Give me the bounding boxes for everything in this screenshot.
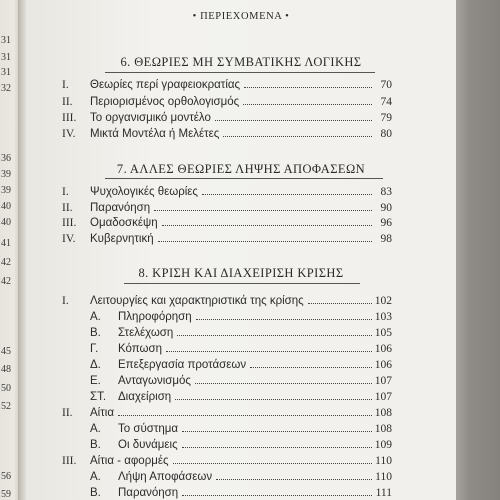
- toc-subentry: [62, 388, 392, 403]
- left-page-number: 50: [1, 383, 11, 394]
- leader-dots: [175, 399, 372, 400]
- entry-number: I.: [62, 79, 69, 91]
- entry-title: Επεξεργασία προτάσεων: [118, 359, 247, 371]
- entry-title: Οι δυνάμεις: [118, 439, 178, 451]
- toc-entry: [62, 125, 392, 140]
- entry-letter: Α.: [90, 471, 101, 483]
- left-page-number: 36: [1, 153, 11, 164]
- entry-number: IV.: [62, 233, 76, 245]
- toc-subentry: [62, 468, 392, 483]
- toc-entry: [62, 230, 392, 245]
- entry-number: III.: [62, 112, 77, 124]
- entry-letter: Ε.: [90, 375, 101, 387]
- left-page-number: 52: [1, 401, 11, 412]
- entry-letter: Α.: [90, 423, 101, 435]
- left-page-number: 32: [1, 83, 11, 94]
- entry-page: 105: [374, 327, 392, 339]
- toc-entry: [62, 214, 392, 229]
- toc-entry: [62, 109, 392, 124]
- left-page-number: 31: [1, 35, 11, 46]
- entry-title: Αίτια - αφορμές: [90, 455, 169, 467]
- leader-dots: [166, 351, 372, 352]
- entry-page: 98: [380, 233, 392, 245]
- entry-title: Περιορισμένος ορθολογισμός: [90, 96, 240, 108]
- leader-dots: [202, 194, 372, 195]
- leader-dots: [154, 210, 372, 211]
- toc-entry: [62, 76, 392, 91]
- section-title: 6. ΘΕΩΡΙΕΣ ΜΗ ΣΥΜΒΑΤΙΚΗΣ ΛΟΓΙΚΗΣ: [120, 55, 362, 69]
- left-page-number: 42: [1, 276, 11, 287]
- left-page-number: 42: [1, 257, 11, 268]
- leader-dots: [223, 136, 372, 137]
- leader-dots: [182, 447, 372, 448]
- toc-subentry: [62, 340, 392, 355]
- entry-title: Παρανόηση: [90, 202, 151, 214]
- entry-page: 90: [380, 202, 392, 214]
- entry-title: Μικτά Μοντέλα ή Μελέτες: [90, 128, 220, 140]
- background-surface: [456, 0, 500, 500]
- leader-dots: [308, 303, 372, 304]
- leader-dots: [158, 241, 372, 242]
- running-header: • ΠΕΡΙΕΧΟΜΕΝΑ •: [192, 11, 290, 22]
- entry-page: 109: [374, 439, 392, 451]
- entry-title: Διαχείριση: [118, 391, 172, 403]
- toc-entry: [62, 452, 392, 467]
- entry-title: Ομαδοσκέψη: [90, 217, 158, 229]
- leader-dots: [196, 319, 372, 320]
- section-rule: [124, 283, 360, 284]
- entry-number: III.: [62, 455, 77, 467]
- entry-page: 103: [374, 311, 392, 323]
- leader-dots: [215, 120, 372, 121]
- toc-entry: [62, 292, 392, 307]
- leader-dots: [182, 431, 372, 432]
- left-page-number: 45: [1, 346, 11, 357]
- entry-title: Πληροφόρηση: [118, 311, 192, 323]
- entry-title: Παρανόηση: [118, 487, 179, 499]
- left-page-number: 56: [1, 471, 11, 482]
- section-rule: [105, 72, 375, 73]
- left-page-number: 39: [1, 169, 11, 180]
- entry-number: IV.: [62, 128, 76, 140]
- toc-entry: [62, 404, 392, 419]
- leader-dots: [173, 463, 372, 464]
- toc-subentry: [62, 372, 392, 387]
- entry-number: III.: [62, 217, 77, 229]
- toc-entry: [62, 199, 392, 214]
- section-title: 8. ΚΡΙΣΗ ΚΑΙ ΔΙΑΧΕΙΡΙΣΗ ΚΡΙΣΗΣ: [138, 266, 344, 280]
- left-page-number: 48: [1, 364, 11, 375]
- entry-page: 107: [374, 391, 392, 403]
- left-page-number: 39: [1, 185, 11, 196]
- left-page-number: 40: [1, 217, 11, 228]
- entry-page: 96: [380, 217, 392, 229]
- left-page-number: 31: [1, 52, 11, 63]
- entry-page: 74: [380, 96, 392, 108]
- entry-page: 80: [380, 128, 392, 140]
- entry-title: Στελέχωση: [118, 327, 174, 339]
- toc-subentry: [62, 420, 392, 435]
- entry-page: 102: [374, 295, 392, 307]
- left-page-number: 31: [1, 67, 11, 78]
- leader-dots: [182, 495, 372, 496]
- toc-entry: [62, 93, 392, 108]
- toc-entry: [62, 183, 392, 198]
- entry-letter: Β.: [90, 327, 101, 339]
- leader-dots: [244, 87, 372, 88]
- toc-subentry: [62, 324, 392, 339]
- entry-letter: Γ.: [90, 343, 99, 355]
- entry-title: Κόπωση: [118, 343, 163, 355]
- leader-dots: [162, 225, 372, 226]
- left-page-number: 40: [1, 201, 11, 212]
- entry-title: Το σύστημα: [118, 423, 179, 435]
- entry-title: Αίτια: [90, 407, 114, 419]
- entry-letter: Β.: [90, 487, 101, 499]
- entry-letter: Α.: [90, 311, 101, 323]
- entry-page: 83: [380, 186, 392, 198]
- toc-subentry: [62, 436, 392, 451]
- section-rule: [105, 178, 383, 179]
- leader-dots: [118, 415, 372, 416]
- entry-number: I.: [62, 295, 69, 307]
- leader-dots: [250, 367, 372, 368]
- entry-title: Ψυχολογικές θεωρίες: [90, 186, 198, 198]
- left-page-number: 41: [1, 238, 11, 249]
- entry-number: I.: [62, 186, 69, 198]
- entry-title: Λειτουργίες και χαρακτηριστικά της κρίσης: [90, 295, 304, 307]
- entry-page: 108: [374, 407, 392, 419]
- toc-subentry: [62, 308, 392, 323]
- left-page-number: 59: [1, 489, 11, 500]
- entry-title: Κυβερνητική: [90, 233, 154, 245]
- entry-page: 79: [380, 112, 392, 124]
- toc-subentry: [62, 356, 392, 371]
- entry-page: 108: [374, 423, 392, 435]
- entry-number: II.: [62, 407, 73, 419]
- entry-letter: Β.: [90, 439, 101, 451]
- entry-title: Θεωρίες περί γραφειοκρατίας: [90, 79, 241, 91]
- entry-number: II.: [62, 202, 73, 214]
- entry-letter: Δ.: [90, 359, 101, 371]
- entry-letter: ΣΤ.: [90, 391, 107, 403]
- section-title: 7. ΑΛΛΕΣ ΘΕΩΡΙΕΣ ΛΗΨΗΣ ΑΠΟΦΑΣΕΩΝ: [116, 162, 366, 176]
- entry-number: II.: [62, 96, 73, 108]
- entry-title: Ανταγωνισμός: [118, 375, 191, 387]
- entry-page: 110: [375, 471, 392, 483]
- leader-dots: [243, 104, 372, 105]
- entry-page: 70: [380, 79, 392, 91]
- leader-dots: [177, 335, 372, 336]
- toc-subentry: [62, 484, 392, 499]
- leader-dots: [195, 383, 372, 384]
- entry-page: 110: [375, 455, 392, 467]
- left-facing-page: [0, 0, 20, 500]
- entry-title: Λήψη Αποφάσεων: [118, 471, 213, 483]
- contents-page: [26, 0, 456, 500]
- entry-page: 106: [374, 359, 392, 371]
- entry-page: 107: [374, 375, 392, 387]
- entry-title: Το οργανισμικό μοντέλο: [90, 112, 211, 124]
- leader-dots: [216, 479, 372, 480]
- entry-page: 111: [375, 487, 392, 499]
- entry-page: 106: [374, 343, 392, 355]
